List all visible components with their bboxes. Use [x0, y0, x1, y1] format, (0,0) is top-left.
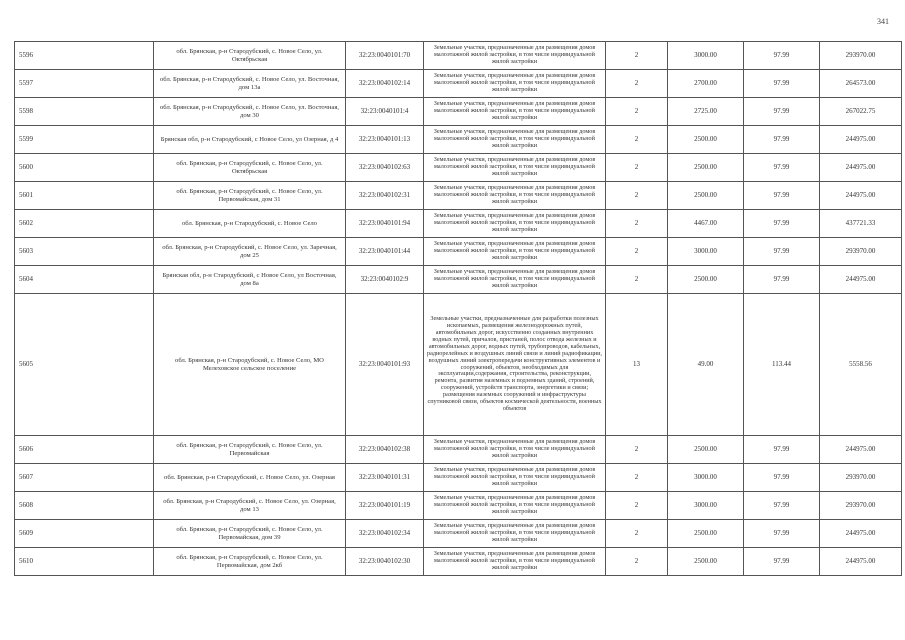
land-use-purpose-cell: Земельные участки, предназначенные для размещения домов малоэтажной жилой застройки, в том числе индивидуальной жилой застройки — [424, 70, 606, 98]
cadastral-number-cell: 32:23:0040101:4 — [346, 98, 424, 126]
cadastral-value-cell: 5558.56 — [820, 294, 902, 436]
area-cell: 4467.00 — [668, 210, 744, 238]
category-code-cell: 2 — [606, 154, 668, 182]
address-cell: обл. Брянская, р-н Стародубский, с. Новое Село, ул. Первомайская — [154, 436, 346, 464]
land-use-purpose-cell: Земельные участки, предназначенные для размещения домов малоэтажной жилой застройки, в том числе индивидуальной жилой застройки — [424, 436, 606, 464]
cadastral-value-cell: 244975.00 — [820, 436, 902, 464]
table-row — [15, 42, 902, 70]
cadastral-number-cell: 32:23:0040102:31 — [346, 182, 424, 210]
category-code-cell: 2 — [606, 42, 668, 70]
category-code-cell: 2 — [606, 548, 668, 576]
address-cell: обл. Брянская, р-н Стародубский, с. Новое Село, ул. Первомайская, дом 31 — [154, 182, 346, 210]
area-cell: 2500.00 — [668, 266, 744, 294]
address-cell: обл. Брянская, р-н Стародубский, с. Новое Село, ул. Заречная, дом 25 — [154, 238, 346, 266]
specific-value-cell: 97.99 — [744, 436, 820, 464]
address-cell: обл. Брянская, р-н Стародубский, с. Новое Село — [154, 210, 346, 238]
category-code-cell: 13 — [606, 294, 668, 436]
row-number-cell: 5605 — [15, 294, 154, 436]
page-number: 341 — [877, 17, 889, 26]
cadastral-number-cell: 32:23:0040102:14 — [346, 70, 424, 98]
specific-value-cell: 97.99 — [744, 548, 820, 576]
cadastral-value-cell: 293970.00 — [820, 464, 902, 492]
land-use-purpose-cell: Земельные участки, предназначенные для размещения домов малоэтажной жилой застройки, в том числе индивидуальной жилой застройки — [424, 266, 606, 294]
row-number-cell: 5601 — [15, 182, 154, 210]
cadastral-value-table — [14, 41, 902, 576]
table-row — [15, 238, 902, 266]
specific-value-cell: 97.99 — [744, 492, 820, 520]
cadastral-value-cell: 293970.00 — [820, 238, 902, 266]
table-row — [15, 154, 902, 182]
area-cell: 2725.00 — [668, 98, 744, 126]
specific-value-cell: 97.99 — [744, 98, 820, 126]
land-use-purpose-cell: Земельные участки, предназначенные для размещения домов малоэтажной жилой застройки, в том числе индивидуальной жилой застройки — [424, 492, 606, 520]
table-row — [15, 266, 902, 294]
land-use-purpose-cell: Земельные участки, предназначенные для размещения домов малоэтажной жилой застройки, в том числе индивидуальной жилой застройки — [424, 548, 606, 576]
cadastral-number-cell: 32:23:0040102:63 — [346, 154, 424, 182]
cadastral-number-cell: 32:23:0040101:13 — [346, 126, 424, 154]
address-cell: обл. Брянская, р-н Стародубский, с. Новое Село, ул. Первомайская, дом 2кб — [154, 548, 346, 576]
address-cell: обл. Брянская, р-н Стародубский, с. Новое Село, ул. Октябрьская — [154, 42, 346, 70]
table-row — [15, 436, 902, 464]
row-number-cell: 5603 — [15, 238, 154, 266]
area-cell: 2500.00 — [668, 154, 744, 182]
area-cell: 3000.00 — [668, 492, 744, 520]
specific-value-cell: 97.99 — [744, 238, 820, 266]
area-cell: 2500.00 — [668, 520, 744, 548]
cadastral-value-cell: 244975.00 — [820, 182, 902, 210]
cadastral-number-cell: 32:23:0040102:34 — [346, 520, 424, 548]
specific-value-cell: 113.44 — [744, 294, 820, 436]
cadastral-value-cell: 264573.00 — [820, 70, 902, 98]
land-use-purpose-cell: Земельные участки, предназначенные для размещения домов малоэтажной жилой застройки, в том числе индивидуальной жилой застройки — [424, 210, 606, 238]
area-cell: 3000.00 — [668, 464, 744, 492]
cadastral-number-cell: 32:23:0040101:44 — [346, 238, 424, 266]
category-code-cell: 2 — [606, 492, 668, 520]
row-number-cell: 5610 — [15, 548, 154, 576]
category-code-cell: 2 — [606, 436, 668, 464]
cadastral-number-cell: 32:23:0040101:70 — [346, 42, 424, 70]
cadastral-value-cell: 293970.00 — [820, 492, 902, 520]
row-number-cell: 5602 — [15, 210, 154, 238]
row-number-cell: 5600 — [15, 154, 154, 182]
address-cell: обл. Брянская, р-н Стародубский, с. Новое Село, ул. Озерная — [154, 464, 346, 492]
row-number-cell: 5597 — [15, 70, 154, 98]
specific-value-cell: 97.99 — [744, 266, 820, 294]
row-number-cell: 5609 — [15, 520, 154, 548]
area-cell: 2500.00 — [668, 126, 744, 154]
land-use-purpose-cell: Земельные участки, предназначенные для разработки полезных ископаемых, размещения железнодорожных путей, автомобильных дорог, искусственно созданных внутренних водных путей, причалов, пристаней, полос отвода железных и автомобильных дорог, водных путей, трубопроводов, кабельных, радиорелейных и воздушных линий связи и линий радиофикации, воздушных линий электропередачи конструктивных элементов и сооружений, объектов, необходимых для эксплуатации,содержания, строительства, реконструкции, ремонта, развития наземных и подземных зданий, строений, сооружений, устройств транспорта, энергетики и связи; размещения наземных сооружений и инфраструктуры спутниковой связи, объектов космической деятельности, военных объектов — [424, 294, 606, 436]
table-row — [15, 492, 902, 520]
cadastral-number-cell: 32:23:0040101:19 — [346, 492, 424, 520]
cadastral-value-cell: 267022.75 — [820, 98, 902, 126]
category-code-cell: 2 — [606, 182, 668, 210]
cadastral-number-cell: 32:23:0040101:94 — [346, 210, 424, 238]
area-cell: 2700.00 — [668, 70, 744, 98]
land-use-purpose-cell: Земельные участки, предназначенные для размещения домов малоэтажной жилой застройки, в том числе индивидуальной жилой застройки — [424, 126, 606, 154]
table-row — [15, 210, 902, 238]
table-row — [15, 98, 902, 126]
specific-value-cell: 97.99 — [744, 70, 820, 98]
specific-value-cell: 97.99 — [744, 464, 820, 492]
area-cell: 49.00 — [668, 294, 744, 436]
category-code-cell: 2 — [606, 98, 668, 126]
land-use-purpose-cell: Земельные участки, предназначенные для размещения домов малоэтажной жилой застройки, в том числе индивидуальной жилой застройки — [424, 42, 606, 70]
category-code-cell: 2 — [606, 464, 668, 492]
specific-value-cell: 97.99 — [744, 210, 820, 238]
cadastral-number-cell: 32:23:0040102:38 — [346, 436, 424, 464]
cadastral-value-cell: 244975.00 — [820, 266, 902, 294]
table-row — [15, 70, 902, 98]
table-body — [15, 42, 902, 576]
area-cell: 3000.00 — [668, 238, 744, 266]
address-cell: обл. Брянская, р-н Стародубский, с. Новое Село, ул. Озерная, дом 13 — [154, 492, 346, 520]
cadastral-number-cell: 32:23:0040101:93 — [346, 294, 424, 436]
specific-value-cell: 97.99 — [744, 126, 820, 154]
cadastral-table-wrapper — [14, 41, 881, 576]
land-use-purpose-cell: Земельные участки, предназначенные для размещения домов малоэтажной жилой застройки, в том числе индивидуальной жилой застройки — [424, 520, 606, 548]
address-cell: обл. Брянская, р-н Стародубский, с. Новое Село, ул. Восточная, дом 13а — [154, 70, 346, 98]
land-use-purpose-cell: Земельные участки, предназначенные для размещения домов малоэтажной жилой застройки, в том числе индивидуальной жилой застройки — [424, 154, 606, 182]
land-use-purpose-cell: Земельные участки, предназначенные для размещения домов малоэтажной жилой застройки, в том числе индивидуальной жилой застройки — [424, 98, 606, 126]
row-number-cell: 5606 — [15, 436, 154, 464]
address-cell: обл. Брянская, р-н Стародубский, с. Новое Село, ул. Восточная, дом 30 — [154, 98, 346, 126]
row-number-cell: 5607 — [15, 464, 154, 492]
cadastral-value-cell: 244975.00 — [820, 154, 902, 182]
table-row — [15, 126, 902, 154]
address-cell: Брянская обл, р-н Стародубский, с Новое Село, ул Восточная, дом 8а — [154, 266, 346, 294]
table-row — [15, 520, 902, 548]
category-code-cell: 2 — [606, 126, 668, 154]
category-code-cell: 2 — [606, 238, 668, 266]
row-number-cell: 5598 — [15, 98, 154, 126]
category-code-cell: 2 — [606, 210, 668, 238]
cadastral-value-cell: 244975.00 — [820, 520, 902, 548]
specific-value-cell: 97.99 — [744, 520, 820, 548]
row-number-cell: 5604 — [15, 266, 154, 294]
land-use-purpose-cell: Земельные участки, предназначенные для размещения домов малоэтажной жилой застройки, в том числе индивидуальной жилой застройки — [424, 238, 606, 266]
area-cell: 2500.00 — [668, 182, 744, 210]
category-code-cell: 2 — [606, 520, 668, 548]
table-row — [15, 464, 902, 492]
specific-value-cell: 97.99 — [744, 42, 820, 70]
land-use-purpose-cell: Земельные участки, предназначенные для размещения домов малоэтажной жилой застройки, в том числе индивидуальной жилой застройки — [424, 464, 606, 492]
cadastral-number-cell: 32:23:0040102:9 — [346, 266, 424, 294]
cadastral-number-cell: 32:23:0040102:30 — [346, 548, 424, 576]
table-row — [15, 294, 902, 436]
address-cell: обл. Брянская, р-н Стародубский, с. Новое Село, ул. Первомайская, дом 39 — [154, 520, 346, 548]
area-cell: 2500.00 — [668, 548, 744, 576]
area-cell: 2500.00 — [668, 436, 744, 464]
specific-value-cell: 97.99 — [744, 154, 820, 182]
cadastral-value-cell: 244975.00 — [820, 126, 902, 154]
cadastral-value-cell: 437721.33 — [820, 210, 902, 238]
category-code-cell: 2 — [606, 266, 668, 294]
address-cell: Брянская обл, р-н Стародубский, с Новое Село, ул Озерная, д 4 — [154, 126, 346, 154]
address-cell: обл. Брянская, р-н Стародубский, с. Новое Село, ул. Октябрьская — [154, 154, 346, 182]
land-use-purpose-cell: Земельные участки, предназначенные для размещения домов малоэтажной жилой застройки, в том числе индивидуальной жилой застройки — [424, 182, 606, 210]
category-code-cell: 2 — [606, 70, 668, 98]
cadastral-value-cell: 293970.00 — [820, 42, 902, 70]
area-cell: 3000.00 — [668, 42, 744, 70]
cadastral-number-cell: 32:23:0040101:31 — [346, 464, 424, 492]
table-row — [15, 548, 902, 576]
address-cell: обл. Брянская, р-н Стародубский, с. Новое Село, МО Мелеховское сельское поселение — [154, 294, 346, 436]
table-row — [15, 182, 902, 210]
row-number-cell: 5608 — [15, 492, 154, 520]
specific-value-cell: 97.99 — [744, 182, 820, 210]
row-number-cell: 5599 — [15, 126, 154, 154]
row-number-cell: 5596 — [15, 42, 154, 70]
cadastral-value-cell: 244975.00 — [820, 548, 902, 576]
